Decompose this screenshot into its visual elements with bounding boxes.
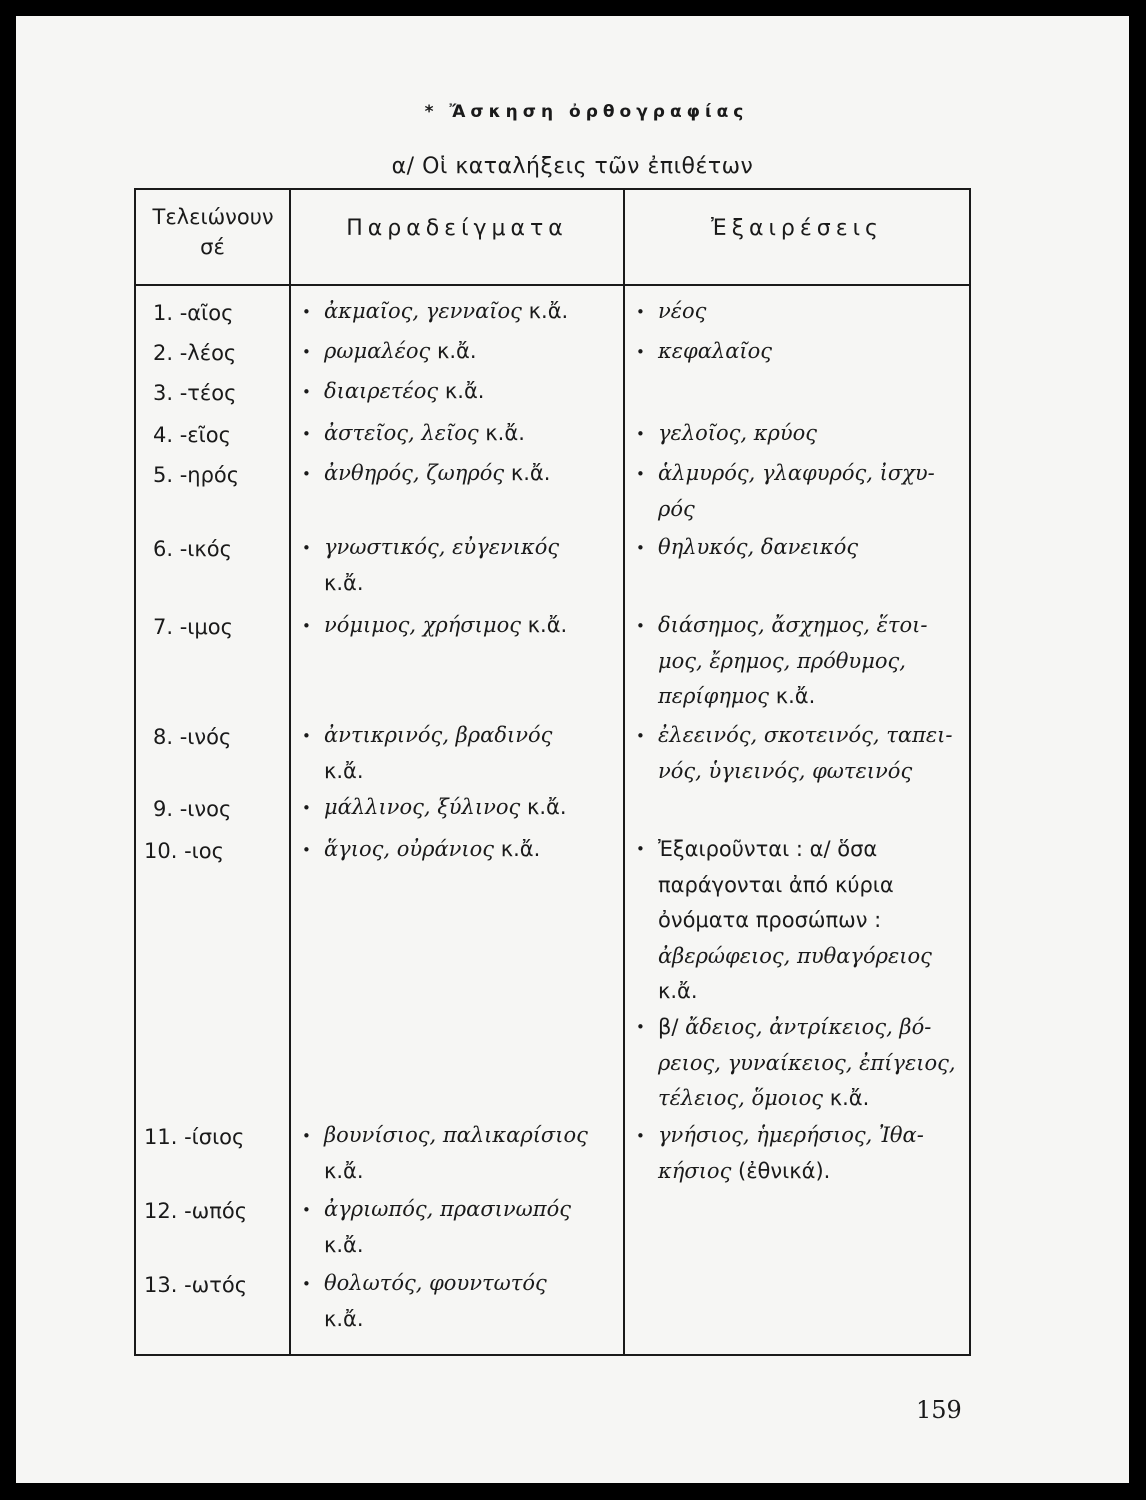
ending-cell: 10. -ιος [144,839,224,863]
ending-cell: 6. -ικός [153,537,232,561]
book-page [16,16,1129,1483]
examples-cell: • γνωστικός, εὐγενικός κ.ἄ. [302,535,560,595]
ending-cell: 12. -ωπός [144,1199,248,1223]
exercise-title: * Ἄσκηση ὀρθογραφίας [424,102,749,122]
section-subtitle: α/ Οἱ καταλήξεις τῶν ἐπιθέτων [391,154,754,179]
column-divider [623,190,625,1354]
exceptions-cell: • ἐλεεινός, σκοτεινός, ταπει- νός, ὑγιεινός, φωτεινός [636,723,953,783]
examples-cell: • μάλλινος, ξύλινος κ.ἄ. [302,795,567,819]
exceptions-cell: • γνήσιος, ἡμερήσιος, Ἰθα- κήσιος (ἐθνικά). [636,1123,924,1183]
exceptions-cell: • ἁλμυρός, γλαφυρός, ἰσχυ- ρός [636,461,935,521]
examples-cell: • ἀνθηρός, ζωηρός κ.ἄ. [302,461,551,485]
examples-cell: • ἅγιος, οὐράνιος κ.ἄ. [302,837,541,861]
examples-cell: • ἀκμαῖος, γενναῖος κ.ἄ. [302,299,569,323]
exceptions-cell: • Ἐξαιροῦνται : α/ ὅσα παράγονται ἀπό κύρια ὀνόματα προσώπων : ἀβερώφειος, πυθαγόρειος κ.ἄ. • β/ ἄδειος, ἀντρίκειος, βό- ρειος, γυναίκειος, ἐπίγειος, τέλειος, ὅμοιος κ.ἄ. [636,837,956,1110]
header-divider [136,284,969,286]
column-header-exceptions: Ἐξαιρέσεις [711,216,883,241]
examples-cell: • ρωμαλέος κ.ἄ. [302,339,477,363]
ending-cell: 2. -λέος [153,341,237,365]
ending-cell: 9. -ινος [153,797,232,821]
ending-cell: 13. -ωτός [144,1273,248,1297]
exceptions-cell: • κεφαλαῖος [636,339,773,363]
examples-cell: • ἀστεῖος, λεῖος κ.ἄ. [302,421,525,445]
page-number: 159 [916,1396,962,1424]
examples-cell: • βουνίσιος, παλικαρίσιος κ.ἄ. [302,1123,588,1183]
examples-cell: • ἀγριωπός, πρασινωπός κ.ἄ. [302,1197,571,1257]
examples-cell: • διαιρετέος κ.ἄ. [302,379,485,403]
ending-cell: 7. -ιμος [153,615,233,639]
exceptions-cell: • θηλυκός, δανεικός [636,535,859,559]
examples-cell: • ἀντικρινός, βραδινός κ.ἄ. [302,723,553,783]
ending-cell: 1. -αῖος [153,301,234,325]
ending-cell: 8. -ινός [153,725,232,749]
examples-cell: • θολωτός, φουντωτός κ.ἄ. [302,1271,547,1331]
column-header-examples: Παραδείγματα [346,216,568,241]
exceptions-cell: • διάσημος, ἄσχημος, ἕτοι- μος, ἔρημος, πρόθυμος, περίφημος κ.ἄ. [636,613,928,708]
exceptions-cell: • γελοῖος, κρύος [636,421,818,445]
exceptions-cell: • νέος [636,299,707,323]
ending-cell: 5. -ηρός [153,463,240,487]
column-header-endings: Τελειώνουν σέ [152,205,274,259]
ending-cell: 3. -τέος [153,381,237,405]
ending-cell: 11. -ίσιος [144,1125,245,1149]
examples-cell: • νόμιμος, χρήσιμος κ.ἄ. [302,613,568,637]
ending-cell: 4. -εῖος [153,423,231,447]
